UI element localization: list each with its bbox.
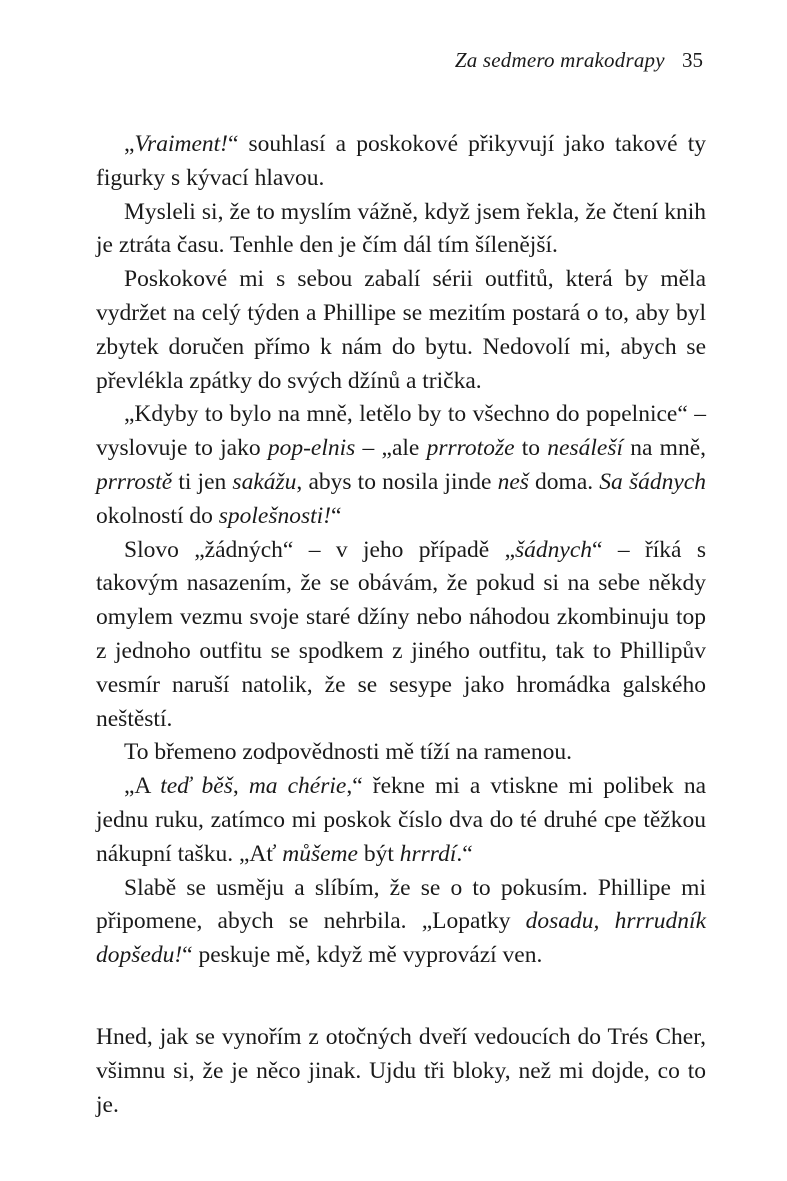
running-header [455,48,703,73]
italic-text: sakážu [232,468,297,495]
italic-text: šádnych [515,536,593,563]
text-run: „ [124,131,135,157]
italic-text: Vraiment! [134,131,228,157]
italic-text: Sa šádnych [599,468,706,495]
new-section-text [96,1021,706,1122]
text-run: ti jen [172,468,233,495]
italic-text: dosadu, hrrrudník dopšedu! [96,908,706,969]
section-opening-paragraph [96,1021,706,1122]
text-run: Hned, jak se vynořím z otočných dveří vedoucích do Trés Cher, všimnu si, že je něco jinak. Ujdu tři bloky, než mi dojde, co to je. [96,1024,706,1118]
text-run: “ souhlasí a poskokové přikyvují jako takové ty figurky s kývací hlavou. [96,131,706,191]
text-run: , [232,773,249,800]
paragraph [96,770,706,871]
paragraph [96,736,706,770]
text-run: Slabě se usměju a slíbím, že se o to pokusím. Phillipe mi připomene, abych se nehrbila. „Lopatky [96,874,706,935]
italic-text: prrrostě [96,468,173,495]
italic-text: nesáleší [547,435,624,462]
text-run: „A [124,773,161,800]
running-title: Za sedmero mrakodrapy [454,48,665,72]
italic-text: prrrotože [426,435,515,462]
text-run: Slovo „žádných“ – v jeho případě „ [124,536,516,563]
italic-text: ma chérie [248,773,347,800]
italic-text: pop-elnis [267,435,356,462]
paragraph [96,398,706,533]
italic-text: teď běš [160,773,233,800]
text-run: na mně, [623,435,707,462]
page-number: 35 [682,48,703,72]
text-run: být [357,840,400,867]
paragraph [96,534,706,737]
text-run: “ peskuje mě, když mě vyprovází ven. [182,942,543,969]
italic-text: spolešnosti! [218,502,332,529]
italic-text: neš [497,468,529,495]
text-run: “ [331,502,342,529]
italic-text: můšeme [282,840,358,867]
text-run: To břemeno zodpovědnosti mě tíží na ramenou. [124,739,572,766]
paragraph [96,263,706,398]
paragraph [96,128,706,196]
main-text [96,128,706,973]
paragraph [96,872,706,973]
text-run: to [514,435,548,462]
paragraph [96,196,706,264]
text-run: Mysleli si, že to myslím vážně, když jsem řekla, že čtení knih je ztráta času. Tenhle den je čím dál tím šílenější. [96,198,706,259]
text-run: .“ [456,840,473,867]
text-run: doma. [528,468,600,495]
text-run: okolností do [96,502,219,529]
text-run: – „ale [355,435,427,462]
text-run: ,“ řekne mi a vtiskne mi polibek na jednu ruku, zatímco mi poskok číslo dva do té druhé cpe těžkou nákupní tašku. „Ať [96,773,707,867]
text-run: „Kdyby to bylo na mně, letělo by to všechno do popelnice“ – vyslovuje to jako [96,401,706,462]
text-run: “ – říká s takovým nasazením, že se obávám, že pokud si na sebe někdy omylem vezmu svoje staré džíny nebo náhodou zkombinuju top z jednoho outfitu se spodkem z jiného outfitu, tak to Phillipův vesmír naruší natolik, že se sesype jako hromádka galského neštěstí. [96,536,706,732]
italic-text: hrrrdí [399,840,457,867]
text-run: Poskokové mi s sebou zabalí sérii outfitů, která by měla vydržet na celý týden a Phillipe se mezitím postará o to, aby byl zbytek doručen přímo k nám do bytu. Nedovolí mi, abych se převlékla zpátky do svých džínů a trička. [96,266,706,394]
text-run: , abys to nosila jinde [296,468,498,495]
